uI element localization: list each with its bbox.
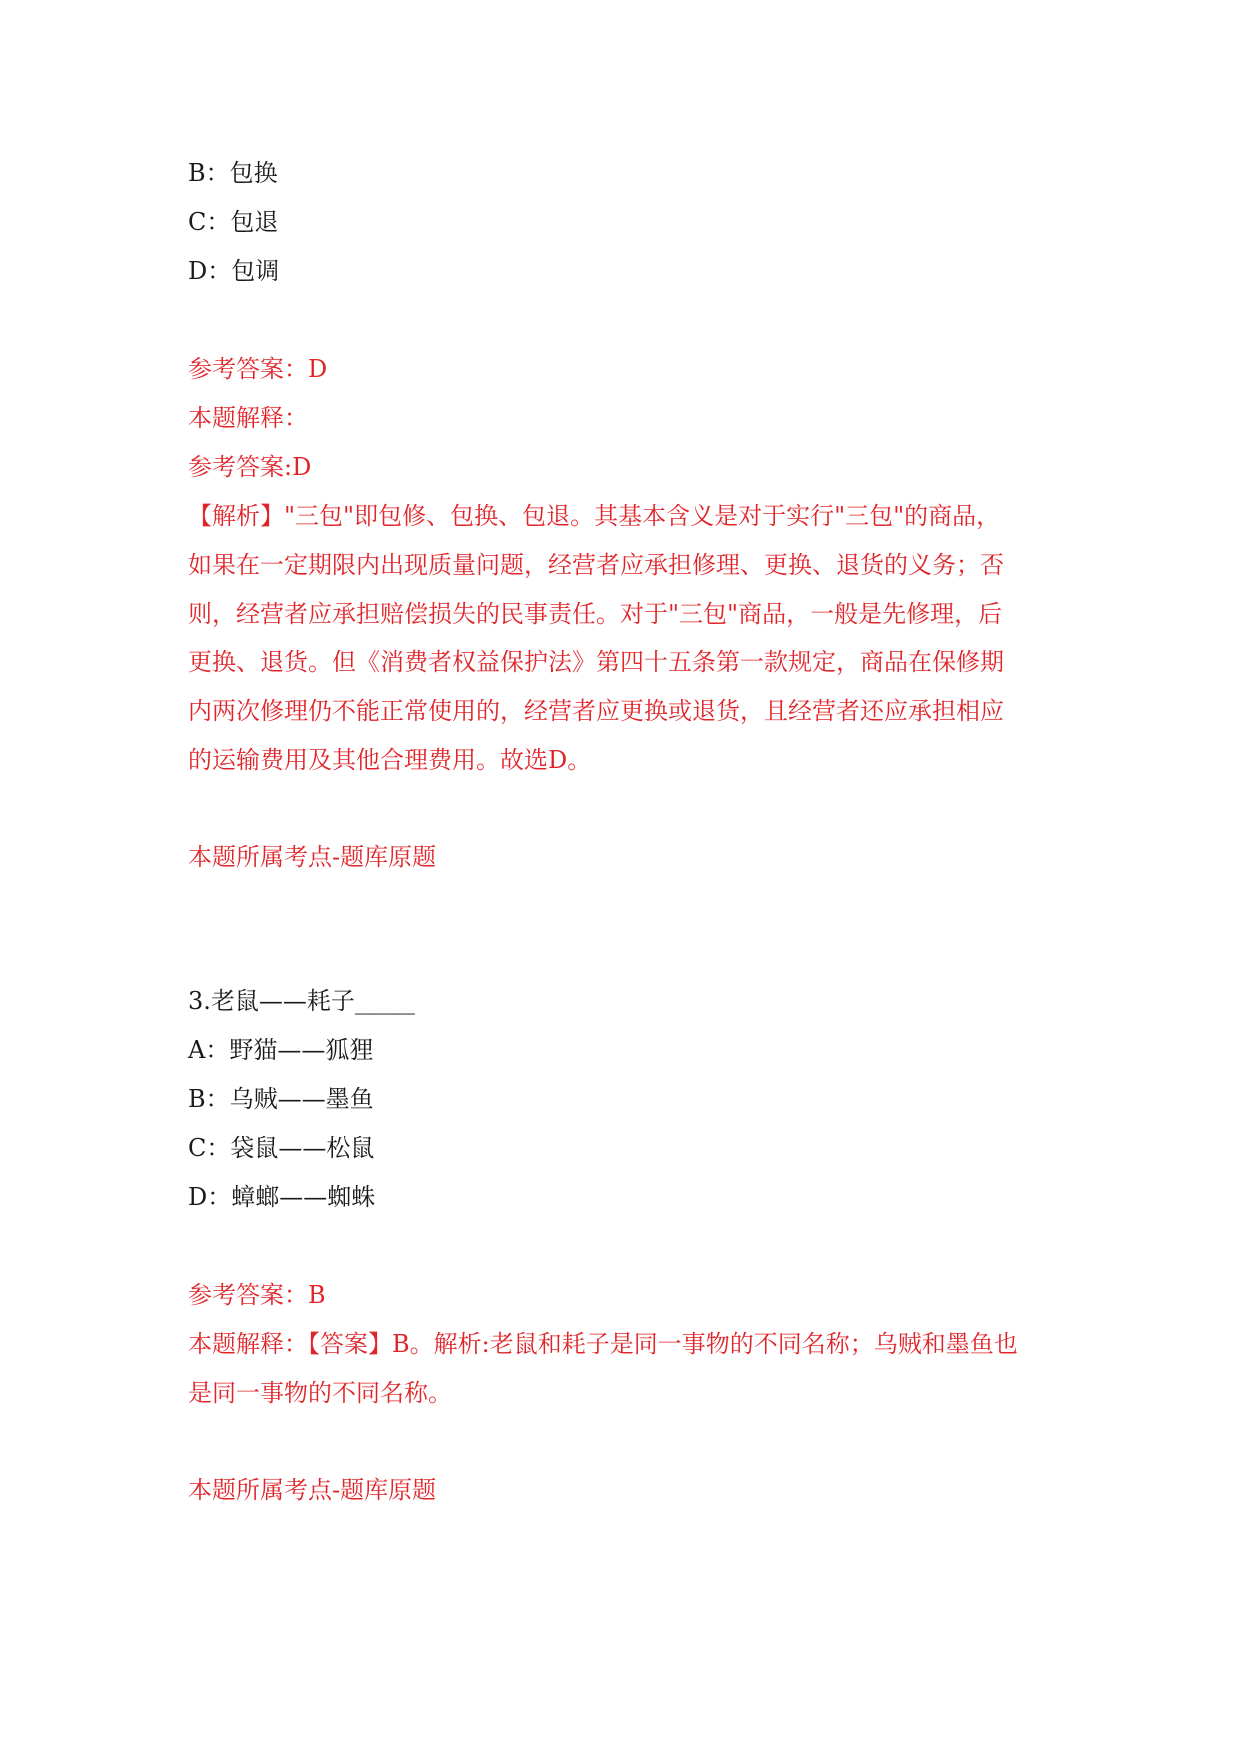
q2-analysis (188, 492, 1053, 785)
q3-explain (188, 1320, 1053, 1418)
q2-explain-label: 本题解释： (188, 404, 308, 432)
q3-question: 3.老鼠——耗子_____ (188, 987, 415, 1015)
q3-explain-line: 本题解释：【答案】B。解析:老鼠和耗子是同一事物的不同名称；乌贼和墨鱼也 (188, 1330, 1018, 1358)
q2-option-b: B：包换 (188, 159, 278, 187)
q2-analysis-line: 如果在一定期限内出现质量问题，经营者应承担修理、更换、退货的义务；否 (188, 550, 1004, 579)
q2-analysis-line: 则，经营者应承担赔偿损失的民事责任。对于"三包"商品，一般是先修理，后 (188, 599, 1003, 628)
q3-answer: 参考答案：B (188, 1281, 326, 1309)
q2-analysis-line: 的运输费用及其他合理费用。故选D。 (188, 745, 592, 774)
q2-answer-repeat: 参考答案:D (188, 453, 312, 481)
q2-topic: 本题所属考点-题库原题 (188, 843, 437, 871)
q3-explain-line: 是同一事物的不同名称。 (188, 1378, 452, 1407)
q2-option-c: C：包退 (188, 208, 279, 236)
q3-option-b: B：乌贼——墨鱼 (188, 1085, 374, 1113)
q3-option-c: C：袋鼠——松鼠 (188, 1134, 375, 1162)
q2-option-d: D：包调 (188, 257, 280, 285)
q2-analysis-line: 更换、退货。但《消费者权益保护法》第四十五条第一款规定，商品在保修期 (188, 648, 1004, 677)
q2-analysis-line: 内两次修理仍不能正常使用的，经营者应更换或退货，且经营者还应承担相应 (188, 697, 1004, 726)
q3-topic: 本题所属考点-题库原题 (188, 1476, 437, 1504)
q2-analysis-line: 【解析】"三包"即包修、包换、包退。其基本含义是对于实行"三包"的商品， (188, 502, 1001, 530)
q3-option-d: D：蟑螂——蜘蛛 (188, 1183, 376, 1211)
q3-option-a: A：野猫——狐狸 (188, 1036, 374, 1064)
q2-answer: 参考答案：D (188, 355, 328, 383)
